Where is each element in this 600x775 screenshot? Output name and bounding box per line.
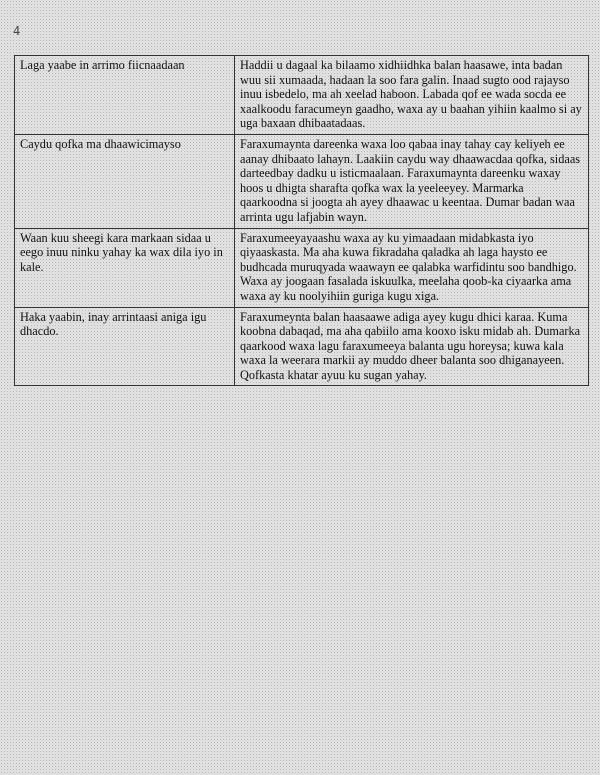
fact-cell: Haddii u dagaal ka bilaamo xidhiidhka balan haasawe, inta badan wuu sii xumaada, hadaan la soo fara galin. Inaad sugto ood rajayso inuu isbedelo, ma ah xeelad haboon. Labada qof ee wada socda ee xaalkoodu faracumeyn gaadho, waxa ay u baahan yihiin kaalmo si ay uga baxaan dhibaatadaas. [235,56,589,135]
page-number: 4 [13,24,21,38]
myth-cell: Waan kuu sheegi kara markaan sidaa u eego inuu ninku yahay ka wax dila iyo in kale. [15,228,235,307]
table-row [15,56,589,135]
myth-cell: Caydu qofka ma dhaawicimayso [15,134,235,228]
fact-cell: Faraxumeeyayaashu waxa ay ku yimaadaan midabkasta iyo qiyaaskasta. Ma aha kuwa fikradaha qaladka ah laga haysto ee budhcada muruqyada waawayn ee qalabka warfidintu soo bandhigo. Waxa ay joogaan fasalada iskuulka, meelaha qoob-ka ciyaarka ama waxa ay ku noolyihiin guriga kugu xiga. [235,228,589,307]
fact-cell: Faraxumeynta balan haasaawe adiga ayey kugu dhici karaa. Kuma koobna dabaqad, ma aha qabiilo ama kooxo isku midab ah. Dumarka qaarkood waxa lagu faraxumeeya balanta ugu horeysa; kuwa kala waxa la weerara markii ay muddo dheer balanta soo dhiganayeen. Qofkasta khatar ayuu ku sugan yahay. [235,307,589,386]
myth-fact-table [14,55,589,386]
table-row [15,134,589,228]
table-row [15,228,589,307]
fact-cell: Faraxumaynta dareenka waxa loo qabaa inay tahay cay keliyeh ee aanay dhibaato lahayn. Laakiin caydu way dhaawacdaa qofka, sidaas darteedbay dadku u isticmaalaan. Faraxumaynta dareenku waxay hoos u dhigta sharafta qofka wax la yeeleeyey. Marmarka qaarkoodna si joogta ah ayey dhaawac u keentaa. Dumar badan waa arrinta ugu lafjabin wayn. [235,134,589,228]
table-row [15,307,589,386]
myth-cell: Laga yaabe in arrimo fiicnaadaan [15,56,235,135]
myth-cell: Haka yaabin, inay arrintaasi aniga igu dhacdo. [15,307,235,386]
